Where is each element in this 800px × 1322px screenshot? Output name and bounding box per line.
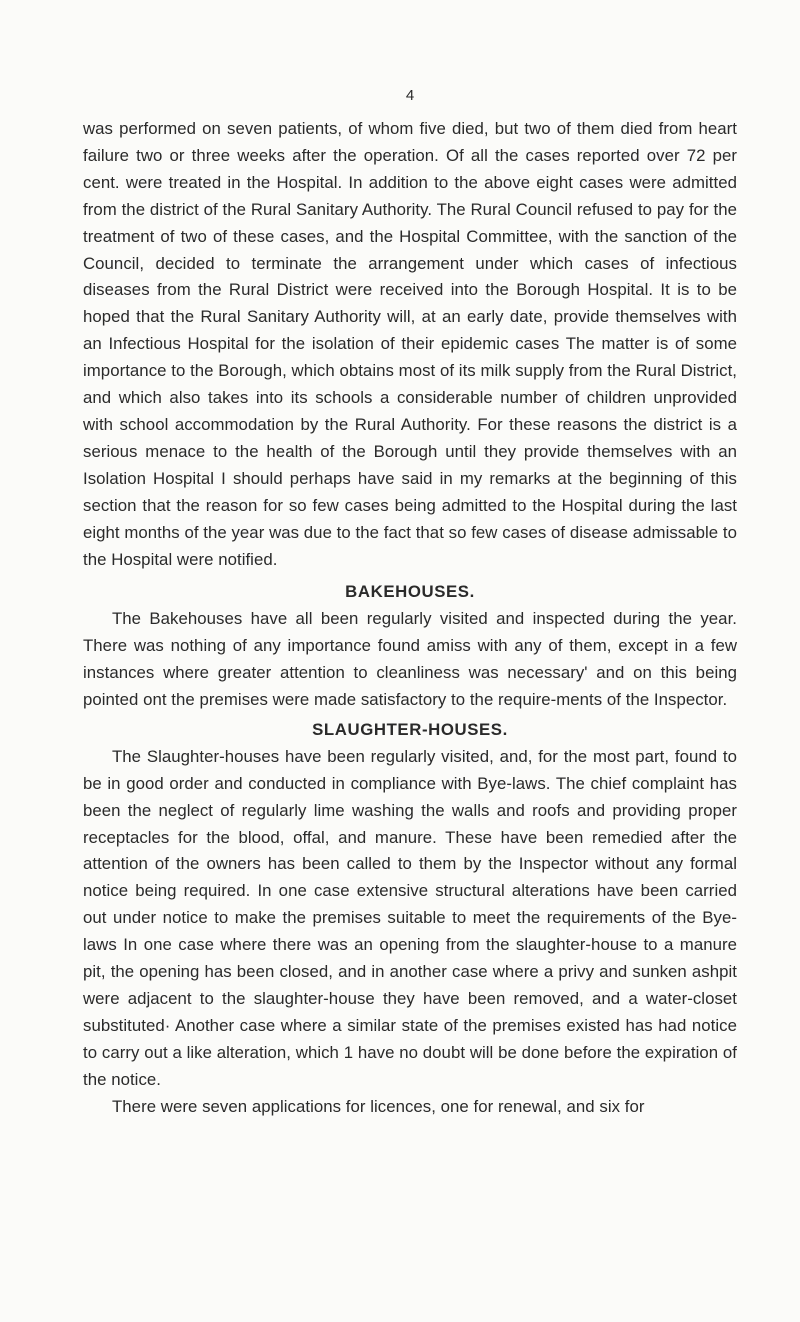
page-number: 4 (405, 87, 415, 104)
slaughter-houses-paragraph: The Slaughter-houses have been regularly visited, and, for the most part, found to be in good order and conducted in compliance with Bye-laws. The chief complaint has been the neglect of regularly lime washing the walls and roofs and providing proper receptacles for the blood, offal, and manure. These have been remedied after the attention of the owners has been called to them by the Inspector without any formal notice being required. In one case extensive structural alterations have been carried out under notice to make the premises suitable to meet the requirements of the Bye-laws In one case where there was an opening from the slaughter-house to a manure pit, the opening has been closed, and in another case where a privy and sunken ashpit were adjacent to the slaughter-house they have been removed, and a water-closet substituted· Another case where a similar state of the premises existed has had notice to carry out a like alteration, which 1 have no doubt will be done before the expiration of the notice. (83, 746, 737, 1089)
bakehouses-paragraph: The Bakehouses have all been regularly visited and inspected during the year. There was nothing of any importance found amiss with any of them, except in a few instances where greater attention to cleanliness was necessary' and on this being pointed ont the premises were made satisfactory to the require-ments of the Inspector. (83, 609, 737, 710)
licences-paragraph: There were seven applications for licences, one for renewal, and six for (112, 1096, 645, 1116)
continued-paragraph: was performed on seven patients, of whom five died, but two of them died from heart failure two or three weeks after the operation. Of all the cases reported over 72 per cent. were treated in the Hospital. In addition to the above eight cases were admitted from the district of the Rural Sanitary Authority. The Rural Council refused to pay for the treatment of two of these cases, and the Hospital Committee, with the sanction of the Council, decided to terminate the arrangement under which cases of infectious diseases from the Rural District were received into the Borough Hospital. It is to be hoped that the Rural Sanitary Authority will, at an early date, provide themselves with an Infectious Hospital for the isolation of their epidemic cases The matter is of some importance to the Borough, which obtains most of its milk supply from the Rural District, and which also takes into its schools a considerable number of children unprovided with school accommodation by the Rural Authority. For these reasons the district is a serious menace to the health of the Borough until they provide themselves with an Isolation Hospital I should perhaps have said in my remarks at the beginning of this section that the reason for so few cases being admitted to the Hospital during the last eight months of the year was due to the fact that so few cases of disease admissable to the Hospital were notified. (83, 119, 737, 569)
section-heading-slaughter-houses: SLAUGHTER-HOUSES. (312, 719, 508, 739)
document-page (83, 86, 737, 1121)
section-heading-bakehouses: BAKEHOUSES. (345, 582, 475, 602)
